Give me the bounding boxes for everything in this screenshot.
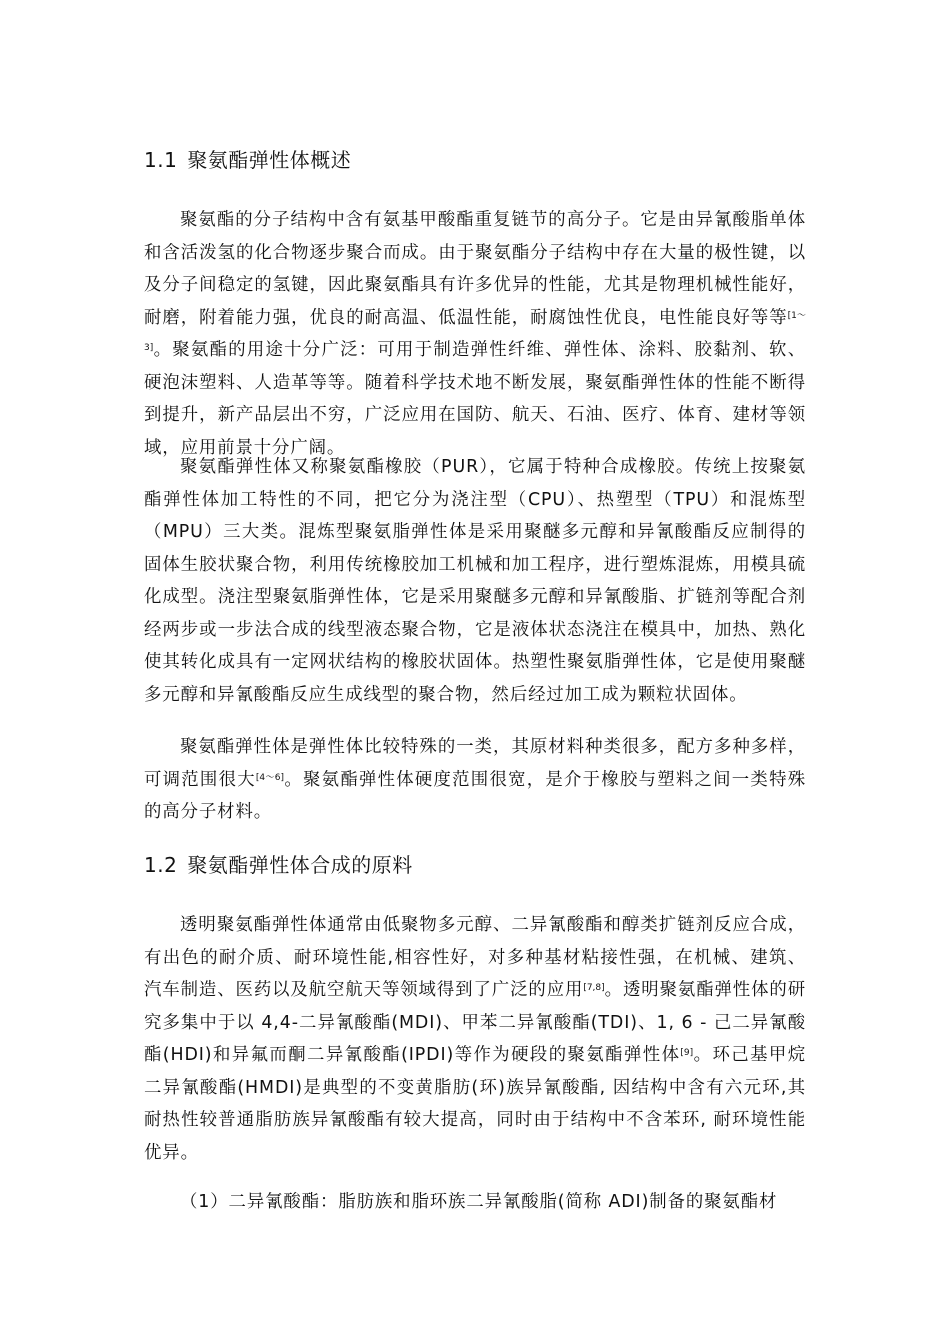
- citation-ref: [1～3]: [144, 310, 806, 353]
- paragraph-1-1-b: 聚氨酯弹性体又称聚氨酯橡胶（PUR），它属于特种合成橡胶。传统上按聚氨酯弹性体加工特性的不同，把它分为浇注型（CPU）、热塑型（TPU）和混炼型（MPU）三大类。混炼型聚氨脂弹性体是采用聚醚多元醇和异氰酸酯反应制得的固体生胶状聚合物，利用传统橡胶加工机械和加工程序，进行塑炼混炼，用模具硫化成型。浇注型聚氨脂弹性体，它是采用聚醚多元醇和异氰酸脂、扩链剂等配合剂经两步或一步法合成的线型液态聚合物，它是液体状态浇注在模具中，加热、熟化使其转化成具有一定网状结构的橡胶状固体。热塑性聚氨脂弹性体，它是使用聚醚多元醇和异氰酸酯反应生成线型的聚合物，然后经过加工成为颗粒状固体。: [144, 457, 806, 705]
- section-title: 聚氨酯弹性体概述: [187, 148, 352, 172]
- paragraph-1-1-a: [144, 204, 806, 464]
- citation-ref: [7,8]: [583, 983, 605, 993]
- section-title: 聚氨酯弹性体合成的原料: [187, 853, 413, 877]
- paragraph-text: 聚氨酯弹性体是弹性体比较特殊的一类，其原材料种类很多，配方多种多样，可调范围很大: [144, 737, 806, 790]
- citation-ref: [9]: [680, 1048, 694, 1058]
- citation-ref: [4～6]: [255, 772, 285, 783]
- paragraph-text: 。环己基甲烷二异氰酸酯(HMDI)是典型的不变黄脂肪(环)族异氰酸酯, 因结构中含有六元环,其耐热性较普通脂肪族异氰酸酯有较大提高，同时由于结构中不含苯环, 耐环境性能优异。: [144, 1045, 806, 1163]
- paragraph-text: 透明聚氨酯弹性体通常由低聚物多元醇、二异氰酸酯和醇类扩链剂反应合成，有出色的耐介质、耐环境性能,相容性好，对多种基材粘接性强，在机械、建筑、汽车制造、医药以及航空航天等领域得到了广泛的应用: [144, 915, 806, 1000]
- section-number: 1.2: [144, 853, 178, 877]
- paragraph-text: 。聚氨酯弹性体硬度范围很宽，是介于橡胶与塑料之间一类特殊的高分子材料。: [144, 769, 807, 822]
- paragraph-text: 。透明聚氨酯弹性体的研究多集中于以 4,4-二异氰酸酯(MDI)、甲苯二异氰酸酯(TDI)、1, 6 - 己二异氰酸酯(HDI)和异氟而酮二异氰酸酯(IPDI)等作为硬段的聚氨酯弹性体: [144, 980, 807, 1065]
- paragraph-1-2-a: [144, 909, 806, 1169]
- list-item-1: （1）二异氰酸酯：脂肪族和脂环族二异氰酸脂(简称 ADI)制备的聚氨酯材: [180, 1192, 778, 1212]
- section-heading-1-1: [144, 146, 351, 174]
- section-heading-1-2: [144, 851, 413, 879]
- paragraph-text: 聚氨酯的分子结构中含有氨基甲酸酯重复链节的高分子。它是由异氰酸脂单体和含活泼氢的化合物逐步聚合而成。由于聚氨酯分子结构中存在大量的极性键，以及分子间稳定的氢键，因此聚氨酯具有许多优异的性能，尤其是物理机械性能好，耐磨，附着能力强，优良的耐高温、低温性能，耐腐蚀性优良，电性能良好等等: [144, 210, 806, 328]
- paragraph-text: 。聚氨酯的用途十分广泛：可用于制造弹性纤维、弹性体、涂料、胶黏剂、软、硬泡沫塑料、人造革等等。随着科学技术地不断发展，聚氨酯弹性体的性能不断得到提升，新产品层出不穷，广泛应用在国防、航天、石油、医疗、体育、建材等领域，应用前景十分广阔。: [144, 340, 806, 458]
- section-number: 1.1: [144, 148, 178, 172]
- paragraph-1-1-c: [144, 731, 806, 829]
